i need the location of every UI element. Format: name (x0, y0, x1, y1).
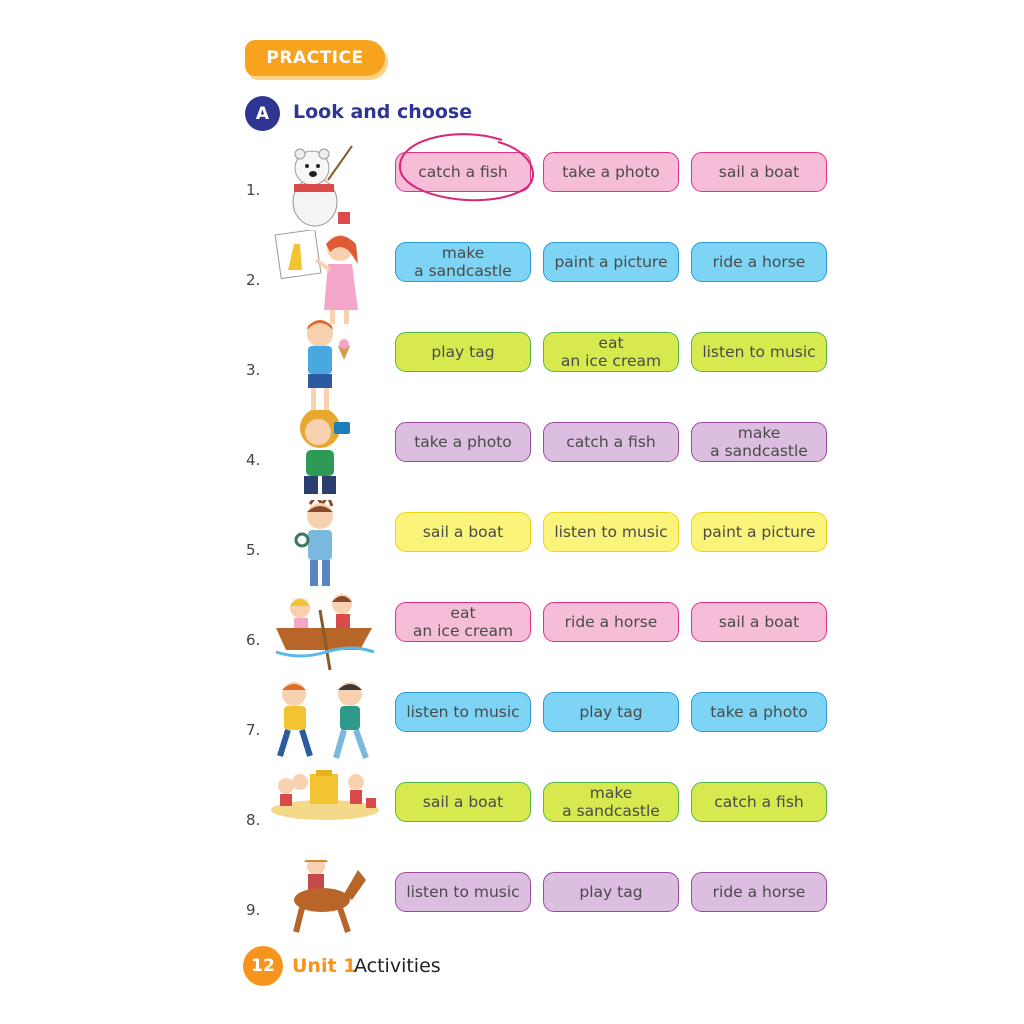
item-number: 7. (246, 721, 261, 739)
option-eat-an-ice-cream[interactable]: eat an ice cream (395, 602, 531, 642)
option-sail-a-boat[interactable]: sail a boat (395, 512, 531, 552)
option-play-tag[interactable]: play tag (543, 872, 679, 912)
option-paint-a-picture[interactable]: paint a picture (543, 242, 679, 282)
option-ride-a-horse[interactable]: ride a horse (543, 602, 679, 642)
option-catch-a-fish[interactable]: catch a fish (691, 782, 827, 822)
kids-in-boat-illustration (270, 590, 380, 690)
section-title: Look and choose (293, 101, 473, 123)
item-number: 3. (246, 361, 261, 379)
option-sail-a-boat[interactable]: sail a boat (395, 782, 531, 822)
option-listen-to-music[interactable]: listen to music (691, 332, 827, 372)
option-play-tag[interactable]: play tag (395, 332, 531, 372)
section-letter-badge: A (245, 96, 280, 131)
boy-headphones-illustration (270, 500, 380, 600)
exercise-row-6 (0, 602, 1024, 682)
option-paint-a-picture[interactable]: paint a picture (691, 512, 827, 552)
boy-ice-cream-illustration (270, 320, 380, 420)
option-make-a-sandcastle[interactable]: make a sandcastle (395, 242, 531, 282)
item-number: 6. (246, 631, 261, 649)
option-catch-a-fish[interactable]: catch a fish (543, 422, 679, 462)
option-take-a-photo[interactable]: take a photo (543, 152, 679, 192)
option-play-tag[interactable]: play tag (543, 692, 679, 732)
option-eat-an-ice-cream[interactable]: eat an ice cream (543, 332, 679, 372)
item-number: 4. (246, 451, 261, 469)
option-take-a-photo[interactable]: take a photo (395, 422, 531, 462)
exercise-row-1 (0, 152, 1024, 232)
exercise-row-9 (0, 872, 1024, 952)
option-make-a-sandcastle[interactable]: make a sandcastle (691, 422, 827, 462)
option-catch-a-fish[interactable]: catch a fish (395, 152, 531, 192)
exercise-row-2 (0, 242, 1024, 322)
page-number-badge: 12 (243, 946, 283, 986)
item-number: 8. (246, 811, 261, 829)
option-take-a-photo[interactable]: take a photo (691, 692, 827, 732)
option-make-a-sandcastle[interactable]: make a sandcastle (543, 782, 679, 822)
option-ride-a-horse[interactable]: ride a horse (691, 872, 827, 912)
girl-riding-horse-illustration (270, 860, 380, 960)
exercise-row-4 (0, 422, 1024, 502)
girl-painting-illustration (270, 230, 380, 330)
exercise-row-3 (0, 332, 1024, 412)
option-listen-to-music[interactable]: listen to music (395, 692, 531, 732)
option-sail-a-boat[interactable]: sail a boat (691, 602, 827, 642)
exercise-row-7 (0, 692, 1024, 772)
kids-playing-tag-illustration (270, 680, 380, 780)
item-number: 2. (246, 271, 261, 289)
option-listen-to-music[interactable]: listen to music (395, 872, 531, 912)
footer-unit-label: Unit 1 (292, 955, 357, 977)
item-number: 1. (246, 181, 261, 199)
boy-camera-illustration (270, 410, 380, 510)
item-number: 9. (246, 901, 261, 919)
exercise-row-5 (0, 512, 1024, 592)
kids-sandcastle-illustration (270, 770, 380, 870)
footer-unit-title: Activities (354, 955, 441, 977)
item-number: 5. (246, 541, 261, 559)
polar-bear-fishing-illustration (270, 140, 380, 240)
practice-tag: PRACTICE (245, 40, 385, 76)
option-ride-a-horse[interactable]: ride a horse (691, 242, 827, 282)
exercise-row-8 (0, 782, 1024, 862)
option-sail-a-boat[interactable]: sail a boat (691, 152, 827, 192)
option-listen-to-music[interactable]: listen to music (543, 512, 679, 552)
